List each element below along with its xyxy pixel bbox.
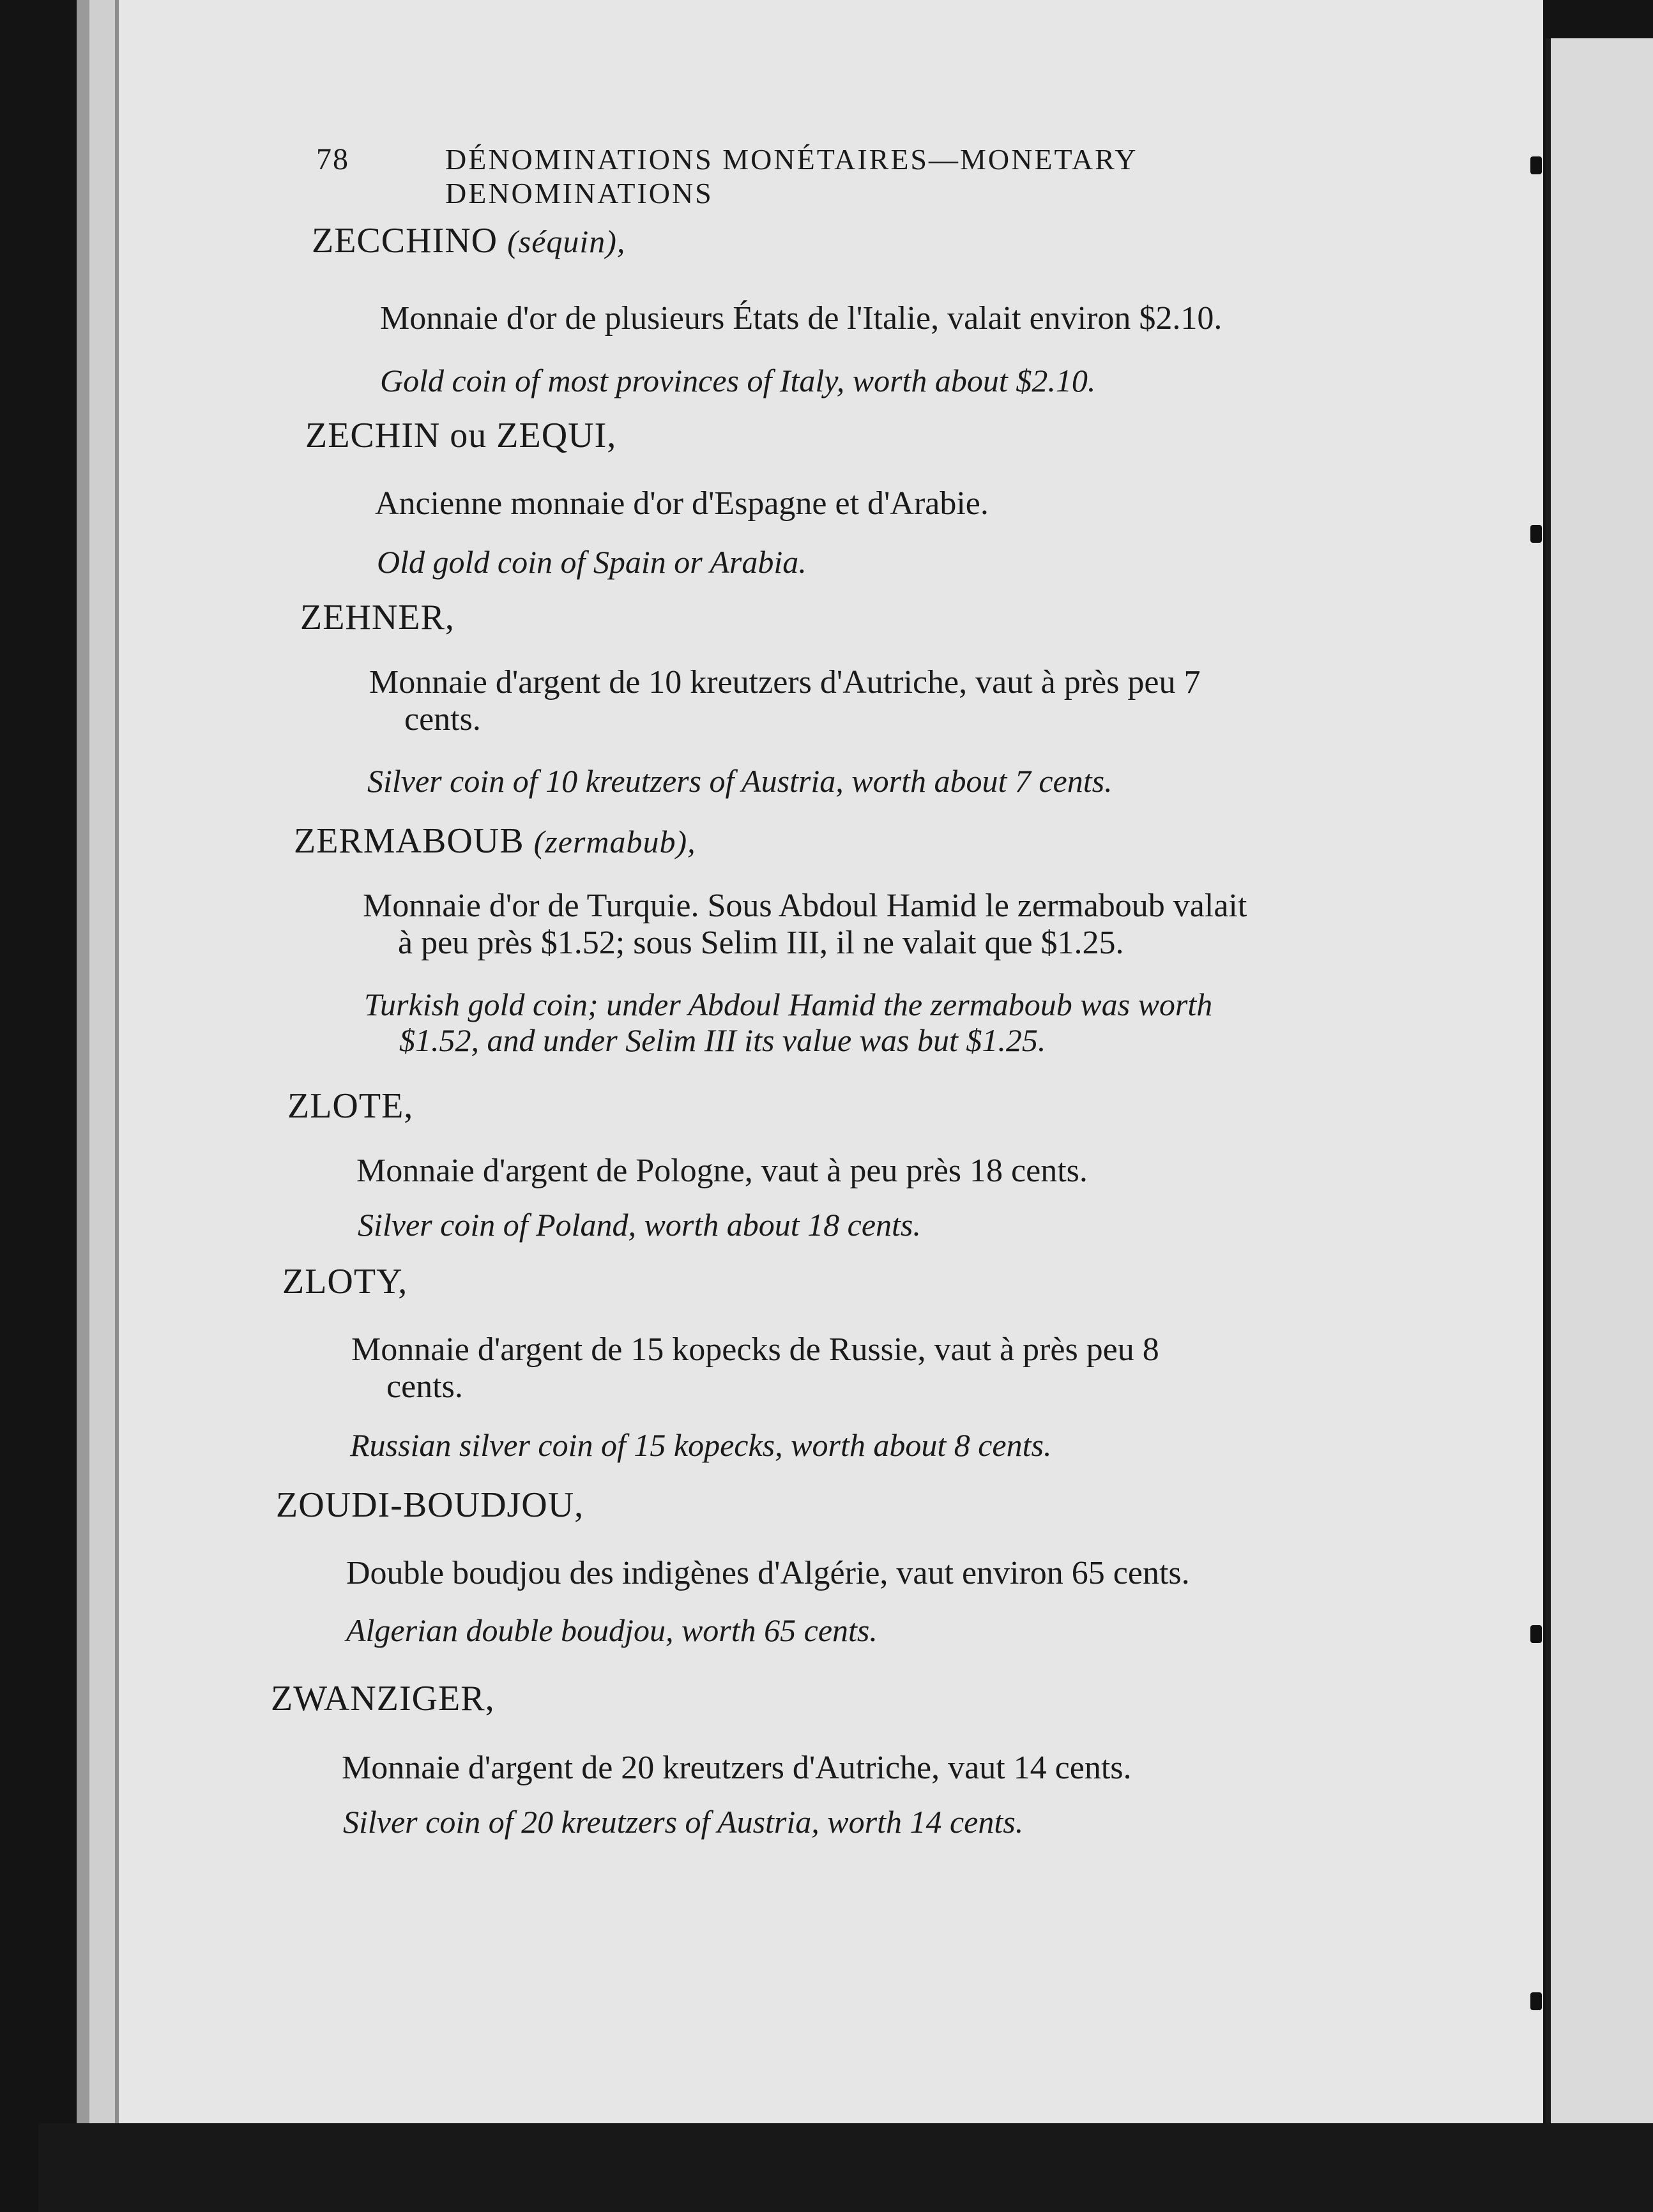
page-number: 78 xyxy=(316,142,349,176)
english-definition: Silver coin of 20 kreutzers of Austria, worth 14 cents. xyxy=(343,1804,1024,1840)
english-definition: Silver coin of 10 kreutzers of Austria, worth about 7 cents. xyxy=(367,763,1113,799)
english-definition: Algerian double boudjou, worth 65 cents. xyxy=(346,1612,878,1648)
term-word: ZLOTY, xyxy=(282,1262,408,1301)
french-definition: Monnaie d'or de plusieurs États de l'Italie, valait environ $2.10. xyxy=(380,300,1223,337)
entry-term xyxy=(312,220,625,261)
term-word: ZECCHINO xyxy=(312,221,498,261)
french-line-continued: cents. xyxy=(386,1368,463,1405)
english-definition xyxy=(364,987,1212,1058)
term-word: ZEHNER, xyxy=(300,598,455,637)
term-word: ZECHIN ou ZEQUI, xyxy=(305,416,617,455)
french-definition xyxy=(351,1331,1159,1405)
binding-mark xyxy=(1530,156,1542,174)
french-line: Monnaie d'argent de 10 kreutzers d'Autriche, vaut à près peu 7 xyxy=(369,664,1201,701)
term-gloss: (zermabub), xyxy=(533,824,696,860)
term-gloss: (séquin), xyxy=(507,223,626,259)
french-definition: Monnaie d'argent de 20 kreutzers d'Autriche, vaut 14 cents. xyxy=(342,1750,1132,1786)
english-definition: Russian silver coin of 15 kopecks, worth about 8 cents. xyxy=(350,1427,1052,1463)
term-word: ZOUDI-BOUDJOU, xyxy=(276,1485,584,1525)
french-line: Monnaie d'argent de 15 kopecks de Russie, vaut à près peu 8 xyxy=(351,1331,1159,1368)
term-word: ZWANZIGER, xyxy=(271,1679,495,1718)
page-header xyxy=(316,142,1287,210)
entry-term xyxy=(294,821,696,861)
english-definition: Old gold coin of Spain or Arabia. xyxy=(377,544,807,580)
entry-term xyxy=(300,597,455,638)
english-line: Turkish gold coin; under Abdoul Hamid the zermaboub was worth xyxy=(364,987,1213,1022)
english-definition: Gold coin of most provinces of Italy, worth about $2.10. xyxy=(380,363,1096,398)
running-title: DÉNOMINATIONS MONÉTAIRES—MONETARY DENOMINATIONS xyxy=(445,143,1137,209)
entry-term xyxy=(271,1678,495,1719)
french-line-continued: à peu près $1.52; sous Selim III, il ne valait que $1.25. xyxy=(398,925,1124,961)
french-definition: Ancienne monnaie d'or d'Espagne et d'Arabie. xyxy=(375,485,989,522)
english-line-continued: $1.52, and under Selim III its value was but $1.25. xyxy=(399,1022,1046,1058)
french-definition xyxy=(363,888,1247,962)
facing-page-edge xyxy=(1546,38,1653,2146)
french-definition xyxy=(369,664,1200,738)
english-definition: Silver coin of Poland, worth about 18 cents. xyxy=(358,1207,921,1243)
french-line-continued: cents. xyxy=(404,701,481,738)
term-word: ZLOTE, xyxy=(287,1086,414,1126)
entry-term xyxy=(305,415,616,456)
entry-term xyxy=(276,1485,584,1526)
term-word: ZERMABOUB xyxy=(294,821,524,861)
binding-mark xyxy=(1530,525,1542,543)
french-line: Monnaie d'or de Turquie. Sous Abdoul Hamid le zermaboub valait xyxy=(363,888,1247,924)
scan-border xyxy=(38,2123,1653,2212)
binding-mark xyxy=(1530,1992,1542,2010)
entry-term xyxy=(287,1086,413,1126)
binding-mark xyxy=(1530,1625,1542,1643)
entry-term xyxy=(282,1261,408,1302)
french-definition: Monnaie d'argent de Pologne, vaut à peu près 18 cents. xyxy=(356,1153,1088,1189)
french-definition: Double boudjou des indigènes d'Algérie, vaut environ 65 cents. xyxy=(346,1555,1190,1591)
